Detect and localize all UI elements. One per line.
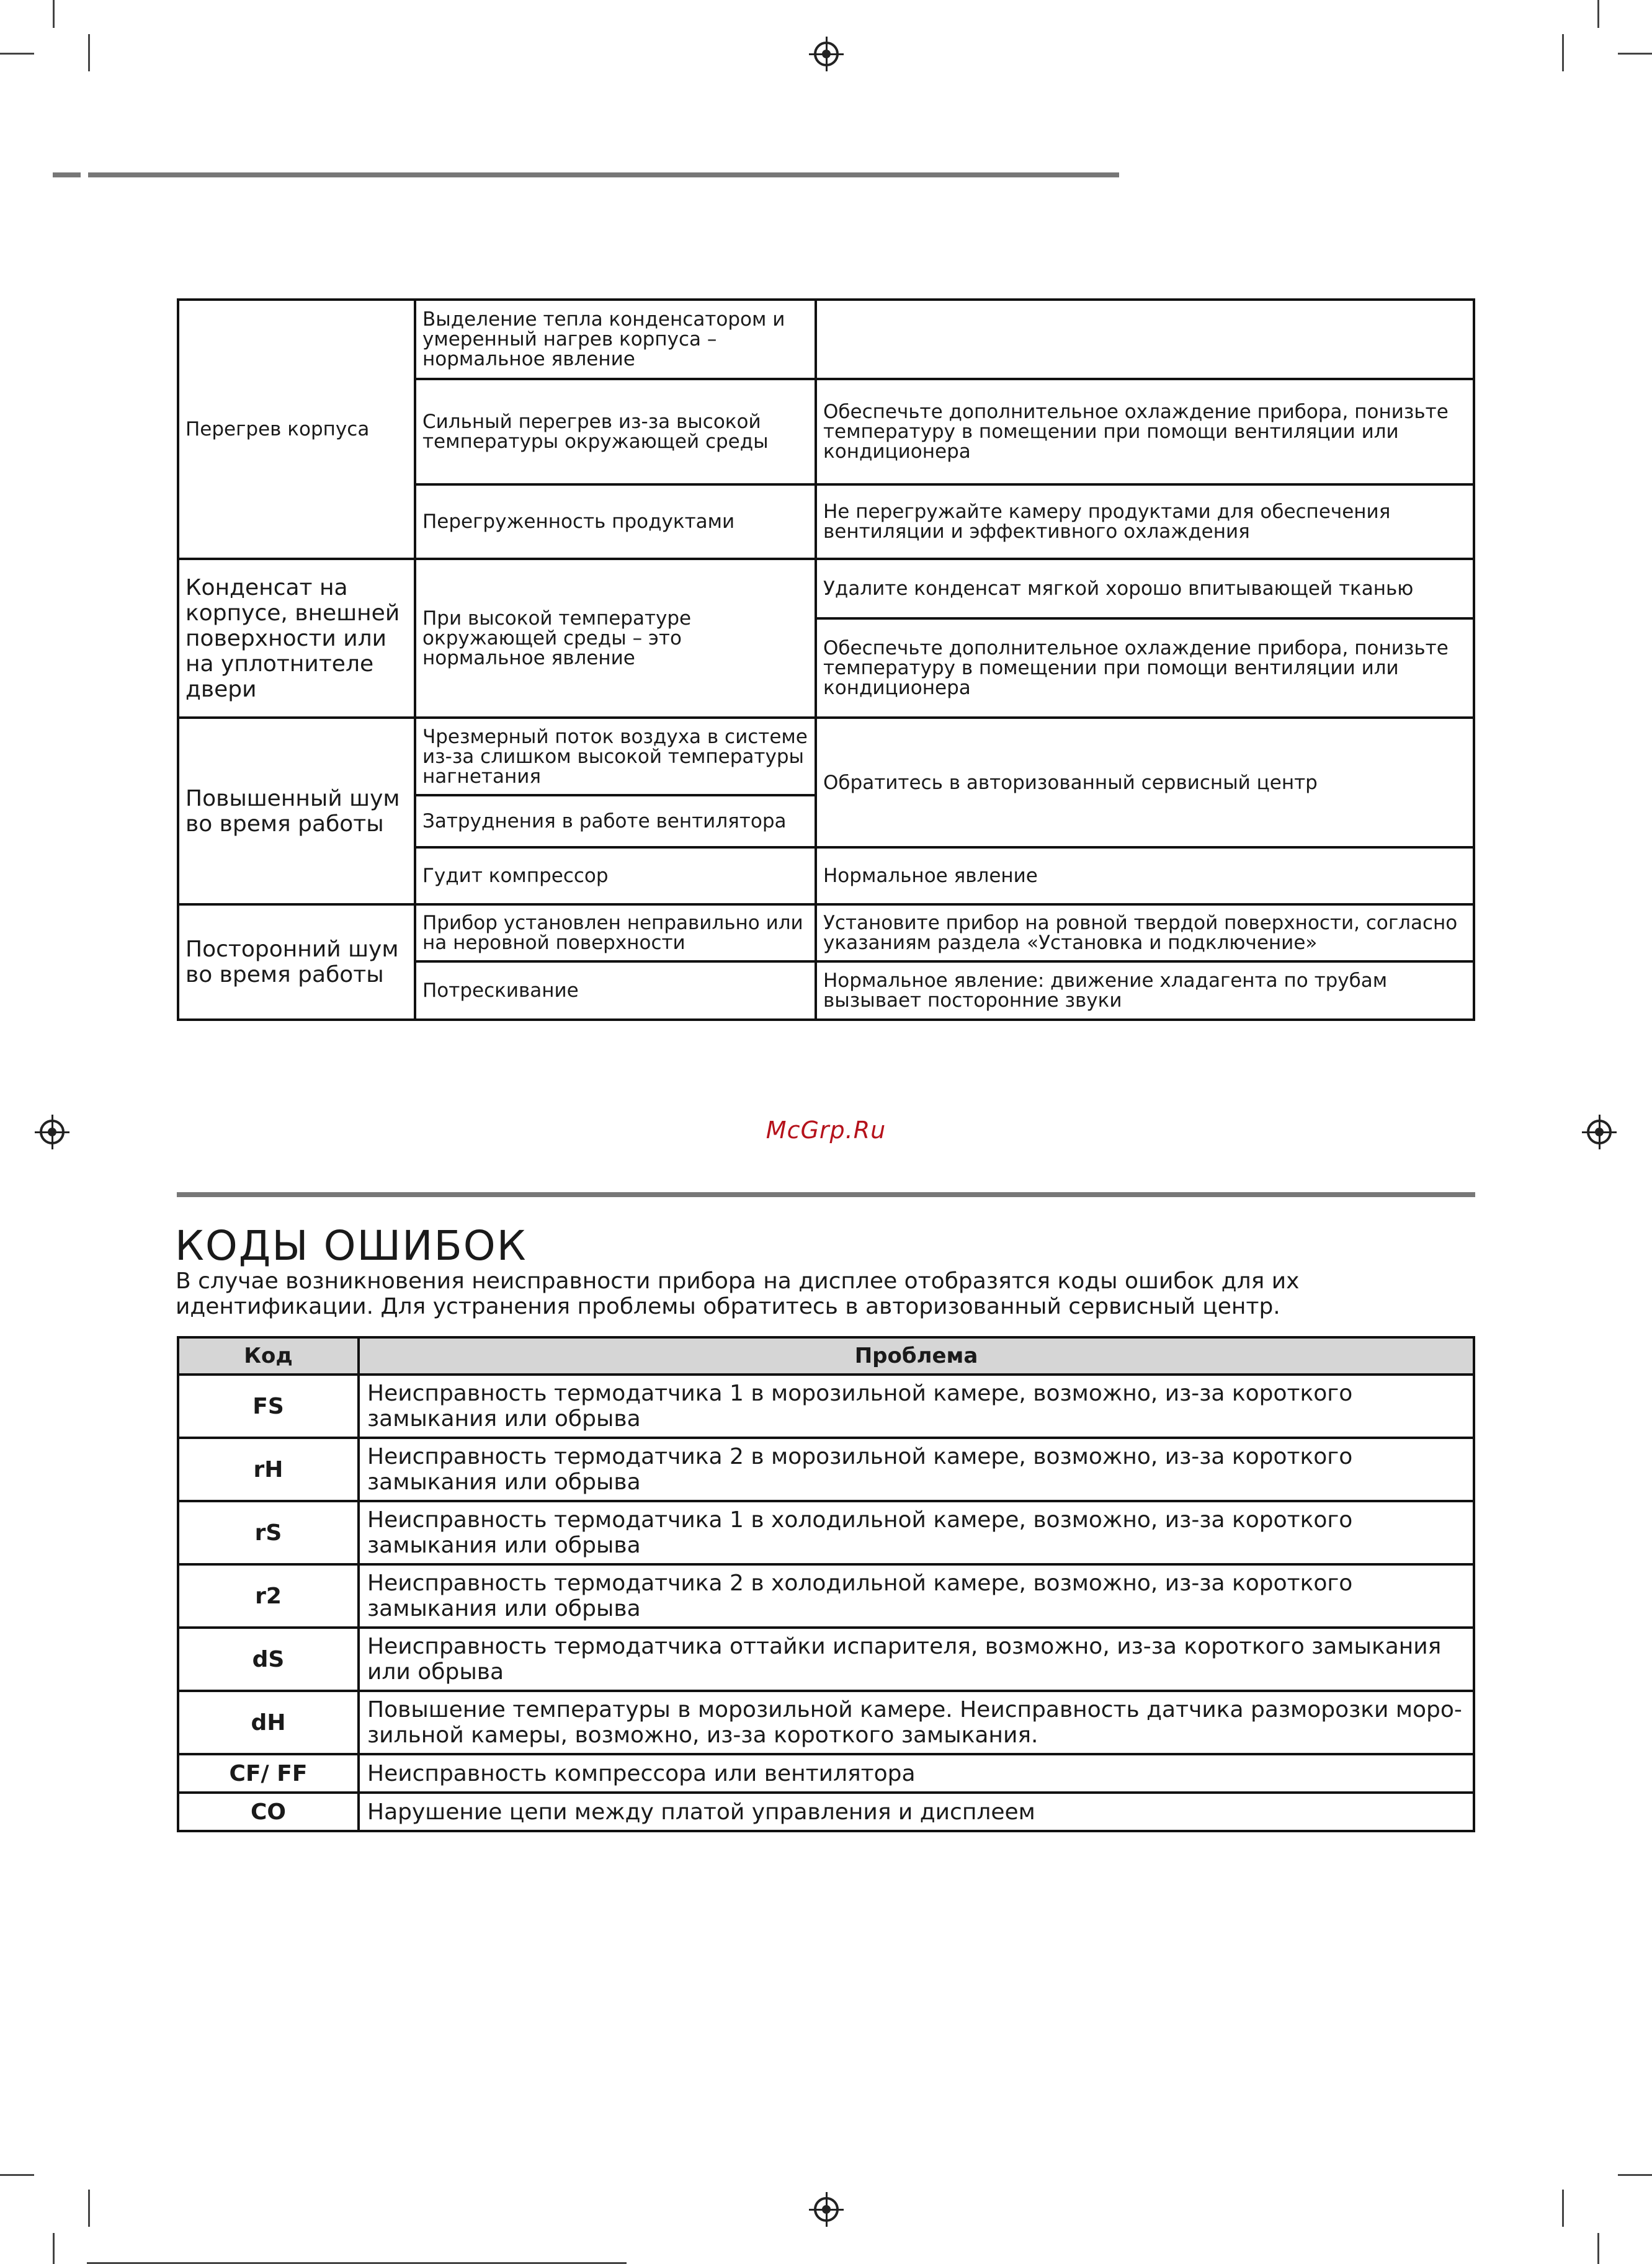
table-row	[178, 1564, 1474, 1628]
cause-cell: Прибор установлен неправильно или на неровной поверхности	[415, 904, 816, 961]
cause-cell: При высокой температуре окружающей среды – это нормальное явление	[415, 559, 816, 718]
error-description: Повышение температуры в морозильной камере. Неисправность датчика разморозки моро-зильной камеры, возможно, из-за короткого замыкания.	[359, 1691, 1474, 1754]
cause-cell: Перегруженность продуктами	[415, 484, 816, 559]
solution-cell: Не перегружайте камеру продуктами для обеспечения вентиляции и эффективного охлаждения	[816, 484, 1474, 559]
table-row	[178, 1375, 1474, 1438]
solution-cell: Нормальное явление	[816, 847, 1474, 904]
crop-mark	[1618, 2174, 1652, 2176]
solution-cell: Обратитесь в авторизованный сервисный центр	[816, 718, 1474, 847]
top-rule	[88, 172, 1119, 177]
problem-cell: Конденсат на корпусе, внешней поверхности или на уплотнителе двери	[178, 559, 415, 718]
error-code: r2	[178, 1564, 359, 1628]
column-header-problem: Проблема	[359, 1337, 1474, 1375]
problem-cell: Повышенный шум во время работы	[178, 718, 415, 904]
table-row	[178, 1793, 1474, 1831]
solution-cell: Установите прибор на ровной твердой поверхности, согласно указаниям раздела «Установка и подключение»	[816, 904, 1474, 961]
crop-mark	[0, 53, 34, 55]
error-code: rH	[178, 1438, 359, 1501]
cause-cell: Сильный перегрев из-за высокой температуры окружающей среды	[415, 379, 816, 484]
table-row	[178, 1628, 1474, 1691]
section-title: КОДЫ ОШИБОК	[175, 1222, 527, 1270]
cause-cell: Гудит компрессор	[415, 847, 816, 904]
error-code: dH	[178, 1691, 359, 1754]
problem-cell: Посторонний шум во время работы	[178, 904, 415, 1020]
column-header-code: Код	[178, 1337, 359, 1375]
table-row	[178, 1691, 1474, 1754]
problem-cell: Перегрев корпуса	[178, 300, 415, 559]
section-rule	[177, 1192, 1475, 1197]
crop-mark	[1618, 53, 1652, 55]
error-codes-table	[177, 1336, 1475, 1832]
error-description: Нарушение цепи между платой управления и дисплеем	[359, 1793, 1474, 1831]
error-description: Неисправность термодатчика оттайки испарителя, возможно, из-за короткого замыкания или обрыва	[359, 1628, 1474, 1691]
cause-cell: Чрезмерный поток воздуха в системе из-за слишком высокой температуры нагнетания	[415, 718, 816, 795]
solution-cell	[816, 300, 1474, 379]
error-description: Неисправность термодатчика 1 в холодильной камере, возможно, из-за короткого замыкания или обрыва	[359, 1501, 1474, 1564]
cause-cell: Потрескивание	[415, 961, 816, 1020]
crop-mark	[0, 2174, 34, 2176]
crop-mark	[88, 2190, 90, 2227]
error-code: CF/ FF	[178, 1754, 359, 1793]
error-code: dS	[178, 1628, 359, 1691]
error-code: FS	[178, 1375, 359, 1438]
error-description: Неисправность термодатчика 2 в морозильной камере, возможно, из-за короткого замыкания или обрыва	[359, 1438, 1474, 1501]
registration-mark-icon	[814, 42, 839, 66]
solution-cell: Обеспечьте дополнительное охлаждение прибора, понизьте температуру в помещении при помощи вентиляции или кондиционера	[816, 379, 1474, 484]
solution-cell: Нормальное явление: движение хладагента по трубам вызывает посторонние звуки	[816, 961, 1474, 1020]
top-rule-short	[53, 172, 81, 177]
error-description: Неисправность термодатчика 2 в холодильной камере, возможно, из-за короткого замыкания или обрыва	[359, 1564, 1474, 1628]
error-description: Неисправность компрессора или вентилятора	[359, 1754, 1474, 1793]
cause-cell: Затруднения в работе вентилятора	[415, 795, 816, 847]
troubleshooting-table	[177, 298, 1475, 1021]
table-row	[178, 1438, 1474, 1501]
registration-mark-icon	[814, 2197, 839, 2222]
watermark: McGrp.Ru	[766, 1116, 886, 1144]
solution-cell: Удалите конденсат мягкой хорошо впитывающей тканью	[816, 559, 1474, 618]
error-code: CO	[178, 1793, 359, 1831]
solution-cell: Обеспечьте дополнительное охлаждение прибора, понизьте температуру в помещении при помощи вентиляции или кондиционера	[816, 618, 1474, 718]
table-row	[178, 1754, 1474, 1793]
cause-cell: Выделение тепла конденсатором и умеренный нагрев корпуса – нормальное явление	[415, 300, 816, 379]
crop-mark	[1597, 0, 1599, 28]
crop-mark	[88, 34, 90, 71]
table-row	[178, 1501, 1474, 1564]
crop-mark	[1562, 34, 1564, 71]
crop-mark	[1562, 2190, 1564, 2227]
crop-mark	[1597, 2233, 1599, 2264]
crop-mark	[53, 2233, 55, 2264]
crop-mark	[53, 0, 55, 28]
section-intro: В случае возникновения неисправности прибора на дисплее отобразятся коды ошибок для их идентификации. Для устранения проблемы обратитесь в авторизованный сервисный центр.	[176, 1268, 1300, 1319]
error-code: rS	[178, 1501, 359, 1564]
error-description: Неисправность термодатчика 1 в морозильной камере, возможно, из-за короткого замыкания или обрыва	[359, 1375, 1474, 1438]
